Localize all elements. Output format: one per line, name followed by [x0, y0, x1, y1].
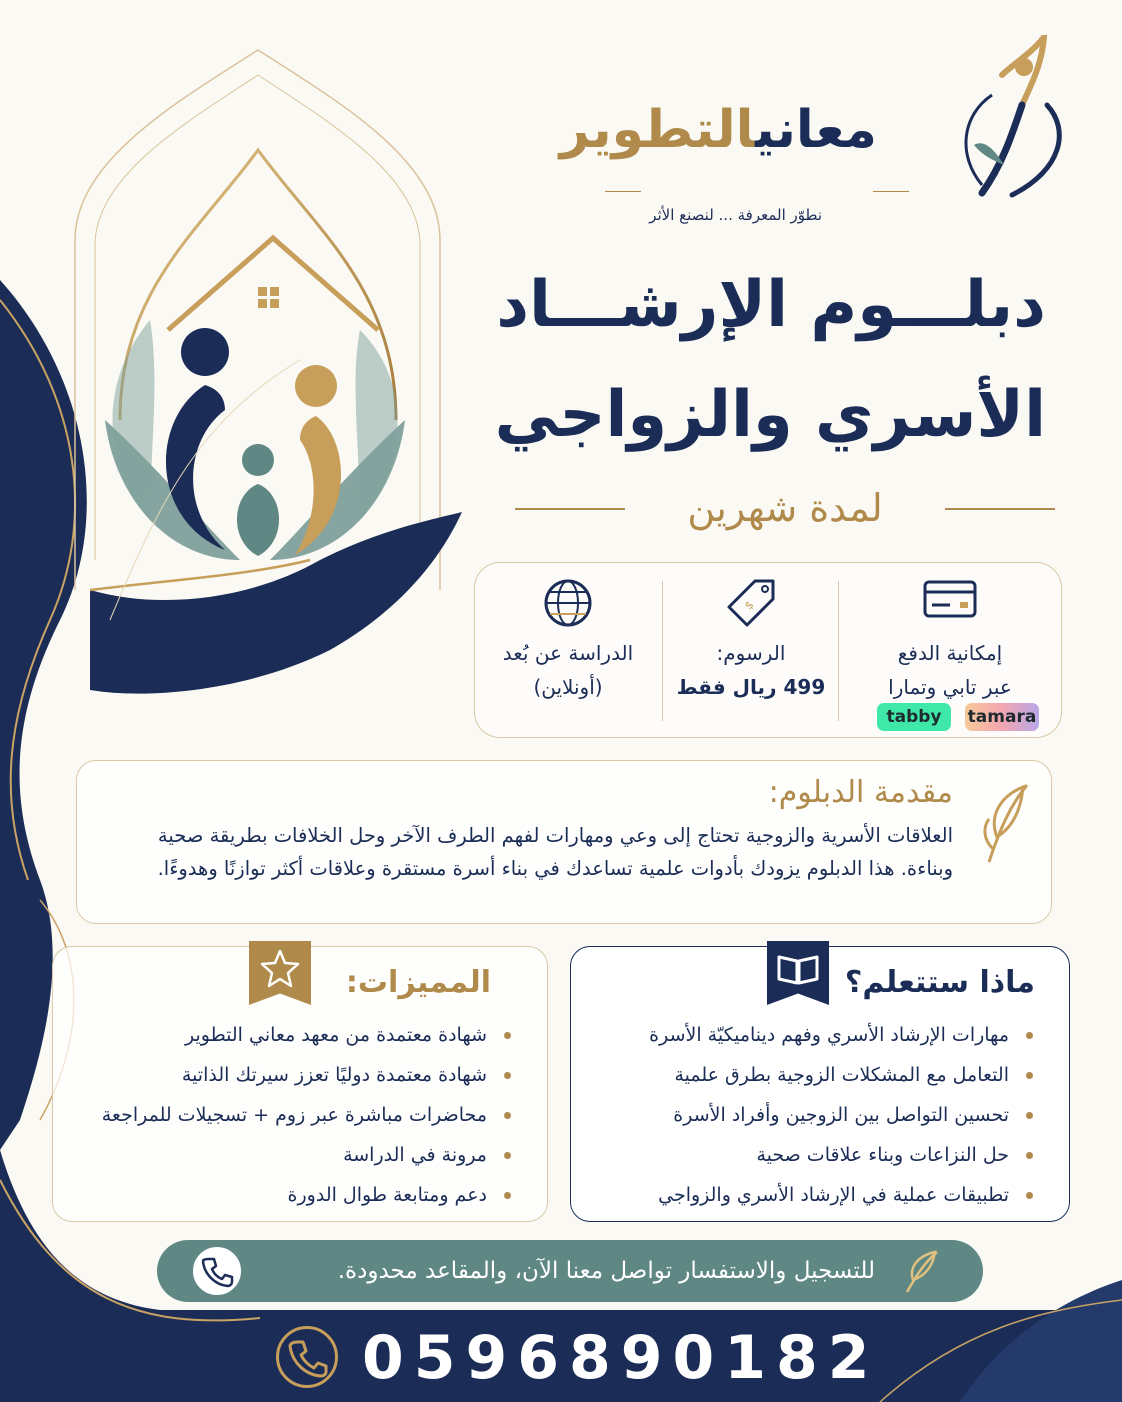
phone-number[interactable]: 0596890182 — [362, 1323, 880, 1393]
payment-label: إمكانية الدفع — [897, 641, 1003, 665]
star-icon — [249, 943, 311, 993]
learn-tab — [767, 941, 829, 1005]
online-info — [473, 563, 663, 739]
features-list — [77, 1015, 517, 1215]
brand-name: معانيالتطوير — [559, 100, 877, 160]
phone-contact[interactable] — [276, 1318, 880, 1398]
list-item: مهارات الإرشاد الأسري وفهم ديناميكيّة الأسرة — [599, 1015, 1039, 1055]
features-heading: المميزات: — [345, 965, 491, 1000]
tagline-divider-right — [873, 191, 909, 192]
list-item: شهادة معتمدة من معهد معاني التطوير — [77, 1015, 517, 1055]
brand-tagline: نطوّر المعرفة ... لنصنع الأثر — [649, 206, 822, 224]
learn-card — [570, 946, 1070, 1222]
phone-icon[interactable] — [193, 1247, 241, 1295]
cta-text: للتسجيل والاستفسار تواصل معنا الآن، والمقاعد محدودة. — [337, 1258, 875, 1284]
svg-text:$: $ — [742, 598, 757, 613]
globe-icon — [542, 577, 594, 629]
card-icon — [922, 577, 978, 621]
fee-value: 499 ريال فقط — [676, 675, 826, 699]
learn-list — [599, 1015, 1039, 1215]
duration — [515, 478, 1055, 538]
price-tag-icon — [725, 577, 777, 629]
tamara-badge: tamara — [965, 703, 1039, 731]
list-item: دعم ومتابعة طوال الدورة — [77, 1175, 517, 1215]
title-line-2: الأسري والزواجي — [494, 378, 1046, 452]
brand-header — [552, 35, 1072, 224]
online-label: الدراسة عن بُعد — [502, 641, 634, 665]
cta-banner[interactable] — [157, 1240, 983, 1302]
tabby-badge: tabby — [877, 703, 951, 731]
fee-label: الرسوم: — [716, 641, 786, 665]
list-item: تحسين التواصل بين الزوجين وأفراد الأسرة — [599, 1095, 1039, 1135]
duration-divider-right — [945, 508, 1055, 510]
brand-logo-icon — [952, 35, 1072, 200]
tagline-divider-left — [605, 191, 641, 192]
online-value: (أونلاين) — [533, 675, 603, 699]
list-item: حل النزاعات وبناء علاقات صحية — [599, 1135, 1039, 1175]
list-item: تطبيقات عملية في الإرشاد الأسري والزواجي — [599, 1175, 1039, 1215]
page-title — [466, 250, 1046, 470]
intro-body: العلاقات الأسرية والزوجية تحتاج إلى وعي ومهارات لفهم الطرف الآخر وحل الخلافات بطريقة صحية وبناءة. هذا الدبلوم يزودك بأدوات علمية تساعدك في بناء أسرة مستقرة وعلاقات أكثر توازنًا وهدوءًا. — [157, 824, 953, 880]
payment-value: عبر تابي وتمارا — [888, 675, 1012, 699]
phone-icon[interactable] — [276, 1326, 338, 1388]
title-line-1: دبلـــوم الإرشـــاد — [496, 268, 1046, 342]
features-tab — [249, 941, 311, 1005]
features-card — [52, 946, 548, 1222]
intro-heading: مقدمة الدبلوم: — [768, 775, 953, 810]
duration-divider-left — [515, 508, 625, 510]
list-item: محاضرات مباشرة عبر زوم + تسجيلات للمراجعة — [77, 1095, 517, 1135]
leaf-icon — [979, 777, 1031, 867]
list-item: التعامل مع المشكلات الزوجية بطرق علمية — [599, 1055, 1039, 1095]
list-item: شهادة معتمدة دوليًا تعزز سيرتك الذاتية — [77, 1055, 517, 1095]
fee-info — [663, 563, 839, 739]
book-icon — [767, 943, 829, 993]
intro-card — [76, 760, 1052, 924]
duration-text: لمدة شهرين — [687, 486, 883, 530]
info-card — [474, 562, 1062, 738]
list-item: مرونة في الدراسة — [77, 1135, 517, 1175]
leaf-icon — [903, 1248, 939, 1294]
learn-heading: ماذا ستتعلم؟ — [844, 965, 1035, 1000]
